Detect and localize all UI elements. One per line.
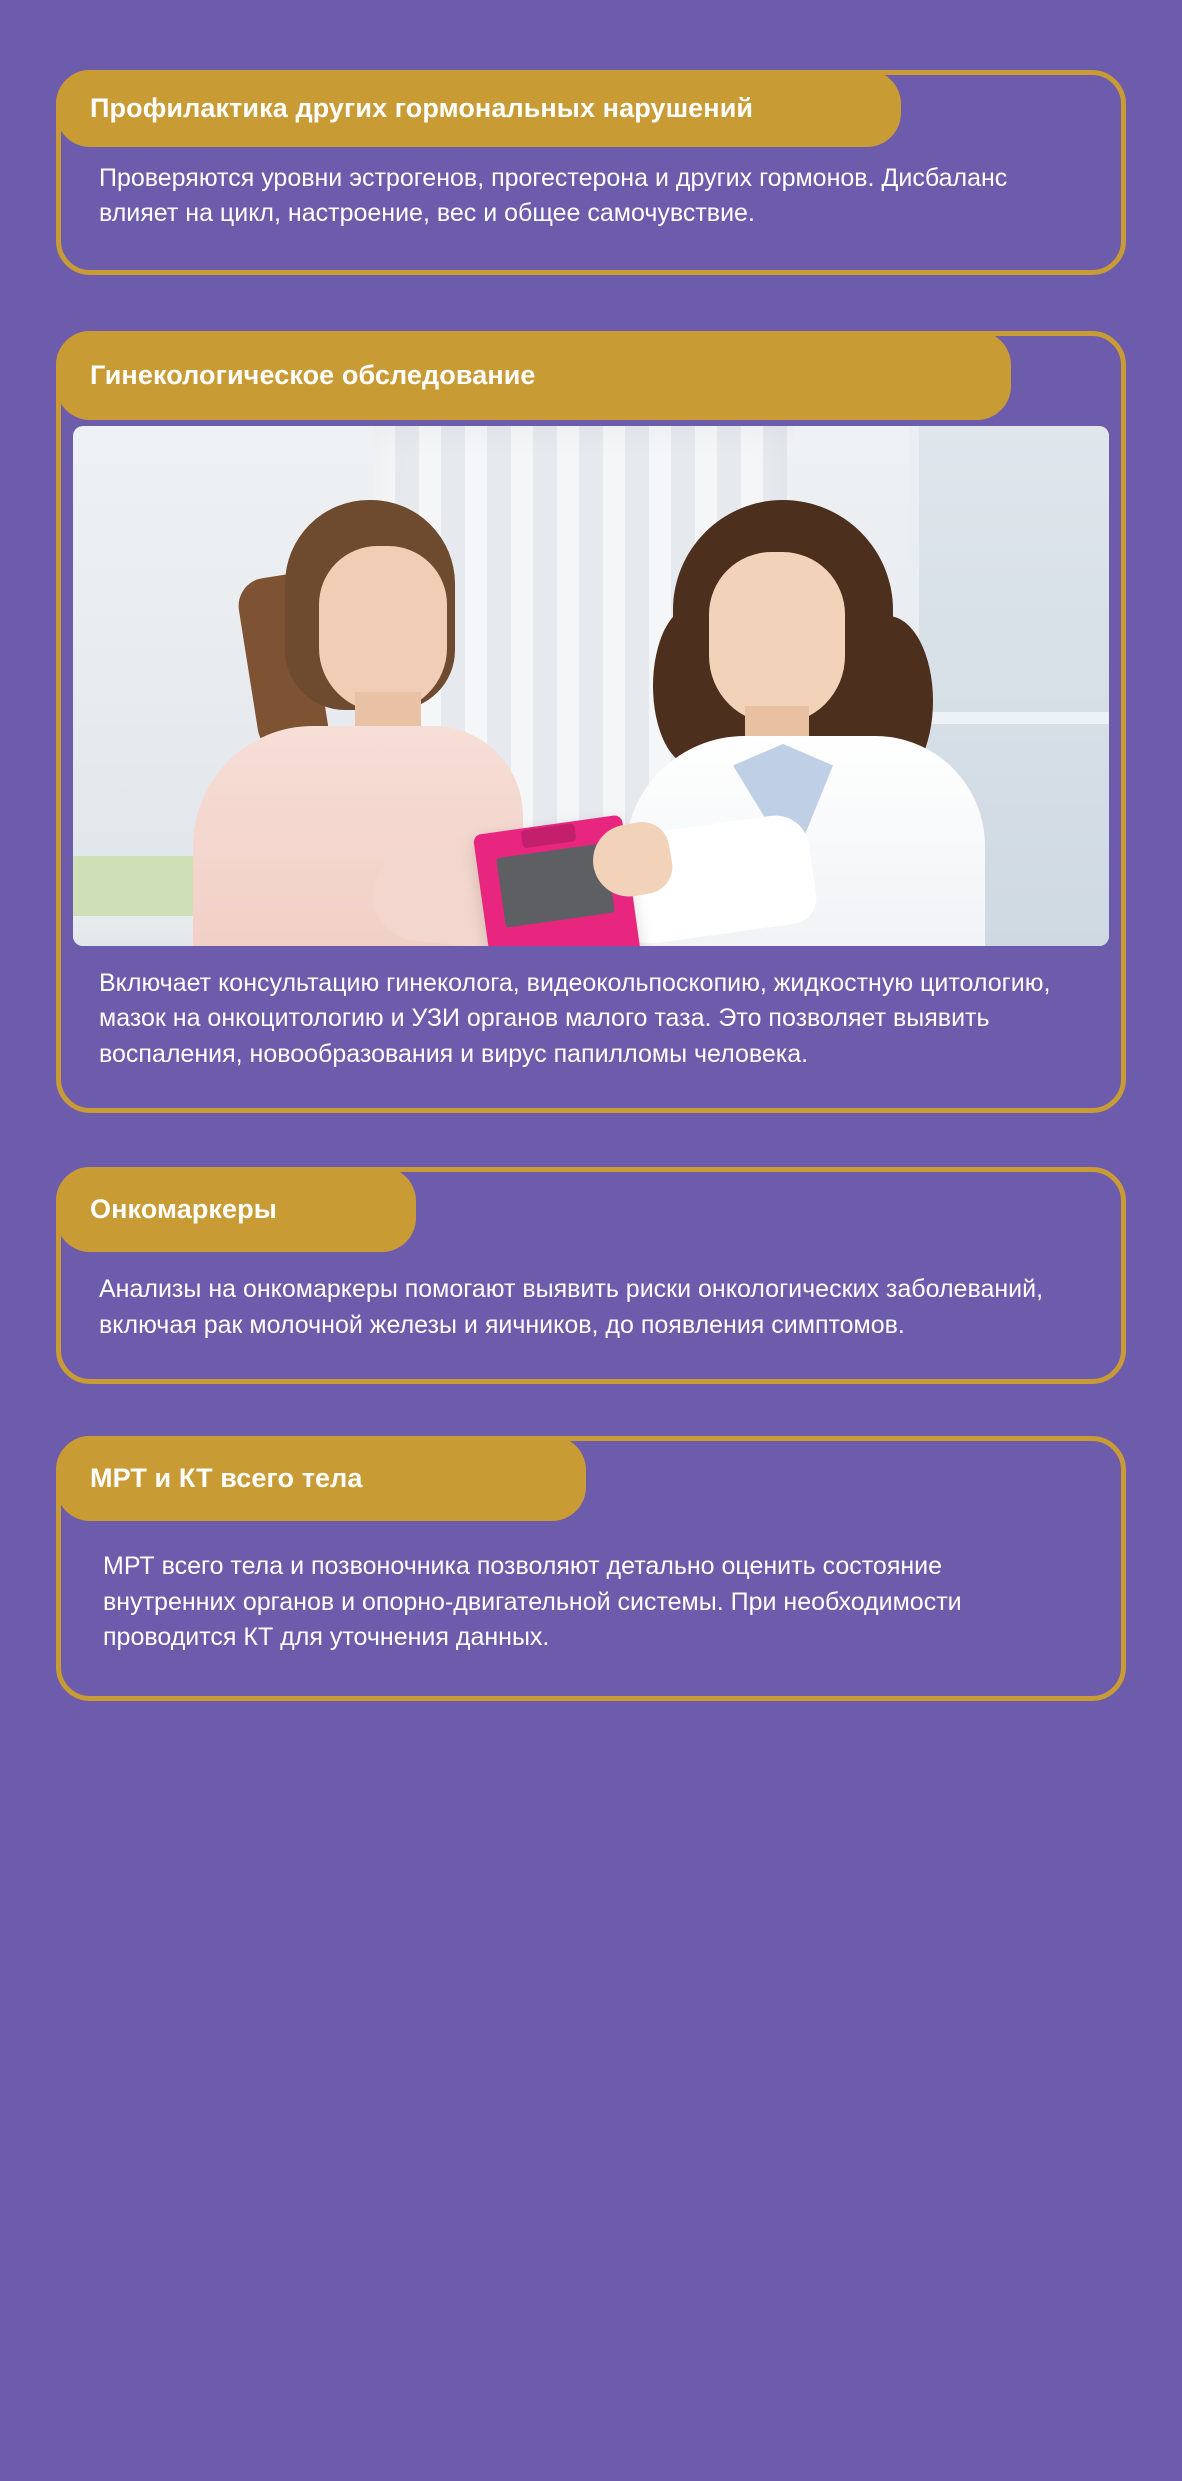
card-tumor-markers-body [61, 1252, 1121, 1379]
photo-doctor-face [709, 552, 845, 724]
top-spacer [56, 0, 1126, 70]
card-hormonal-prevention-heading: Профилактика других гормональных нарушений [56, 70, 901, 147]
card-tumor-markers [56, 1167, 1126, 1384]
card-hormonal-prevention-text: Проверяются уровни эстрогенов, прогестерона и других гормонов. Дисбаланс влияет на цикл, настроение, вес и общее самочувствие. [99, 163, 1008, 228]
card-gynecological-exam-text: Включает консультацию гинеколога, видеокольпоскопию, жидкостную цитологию, мазок на онкоцитологию и УЗИ органов малого таза. Это позволяет выявить воспаления, новообразования и вирус папилломы человека. [99, 968, 1051, 1068]
photo-patient-face [319, 546, 447, 712]
photo-desk-mat [73, 856, 213, 916]
card-mri-ct-heading: МРТ и КТ всего тела [56, 1436, 586, 1521]
photo-clipboard-clasp [521, 823, 577, 848]
card-hormonal-prevention [56, 70, 1126, 275]
card-mri-ct [56, 1436, 1126, 1700]
card-tumor-markers-text: Анализы на онкомаркеры помогают выявить риски онкологических заболеваний, включая рак молочной железы и яичников, до появления симптомов. [99, 1275, 1044, 1339]
card-hormonal-prevention-body [61, 147, 1121, 270]
card-gynecological-exam-body [61, 946, 1121, 1109]
card-mri-ct-body [61, 1521, 1121, 1696]
card-mri-ct-text: МРТ всего тела и позвоночника позволяют детально оценить состояние внутренних органов и опорно-двигательной системы. При необходимости проводится КТ для уточнения данных. [103, 1552, 962, 1652]
photo-illustration [73, 426, 1109, 946]
card-tumor-markers-heading: Онкомаркеры [56, 1167, 416, 1252]
card-gynecological-exam [56, 331, 1126, 1113]
gynecological-exam-photo [73, 426, 1109, 946]
card-gynecological-exam-heading: Гинекологическое обследование [56, 331, 1011, 420]
